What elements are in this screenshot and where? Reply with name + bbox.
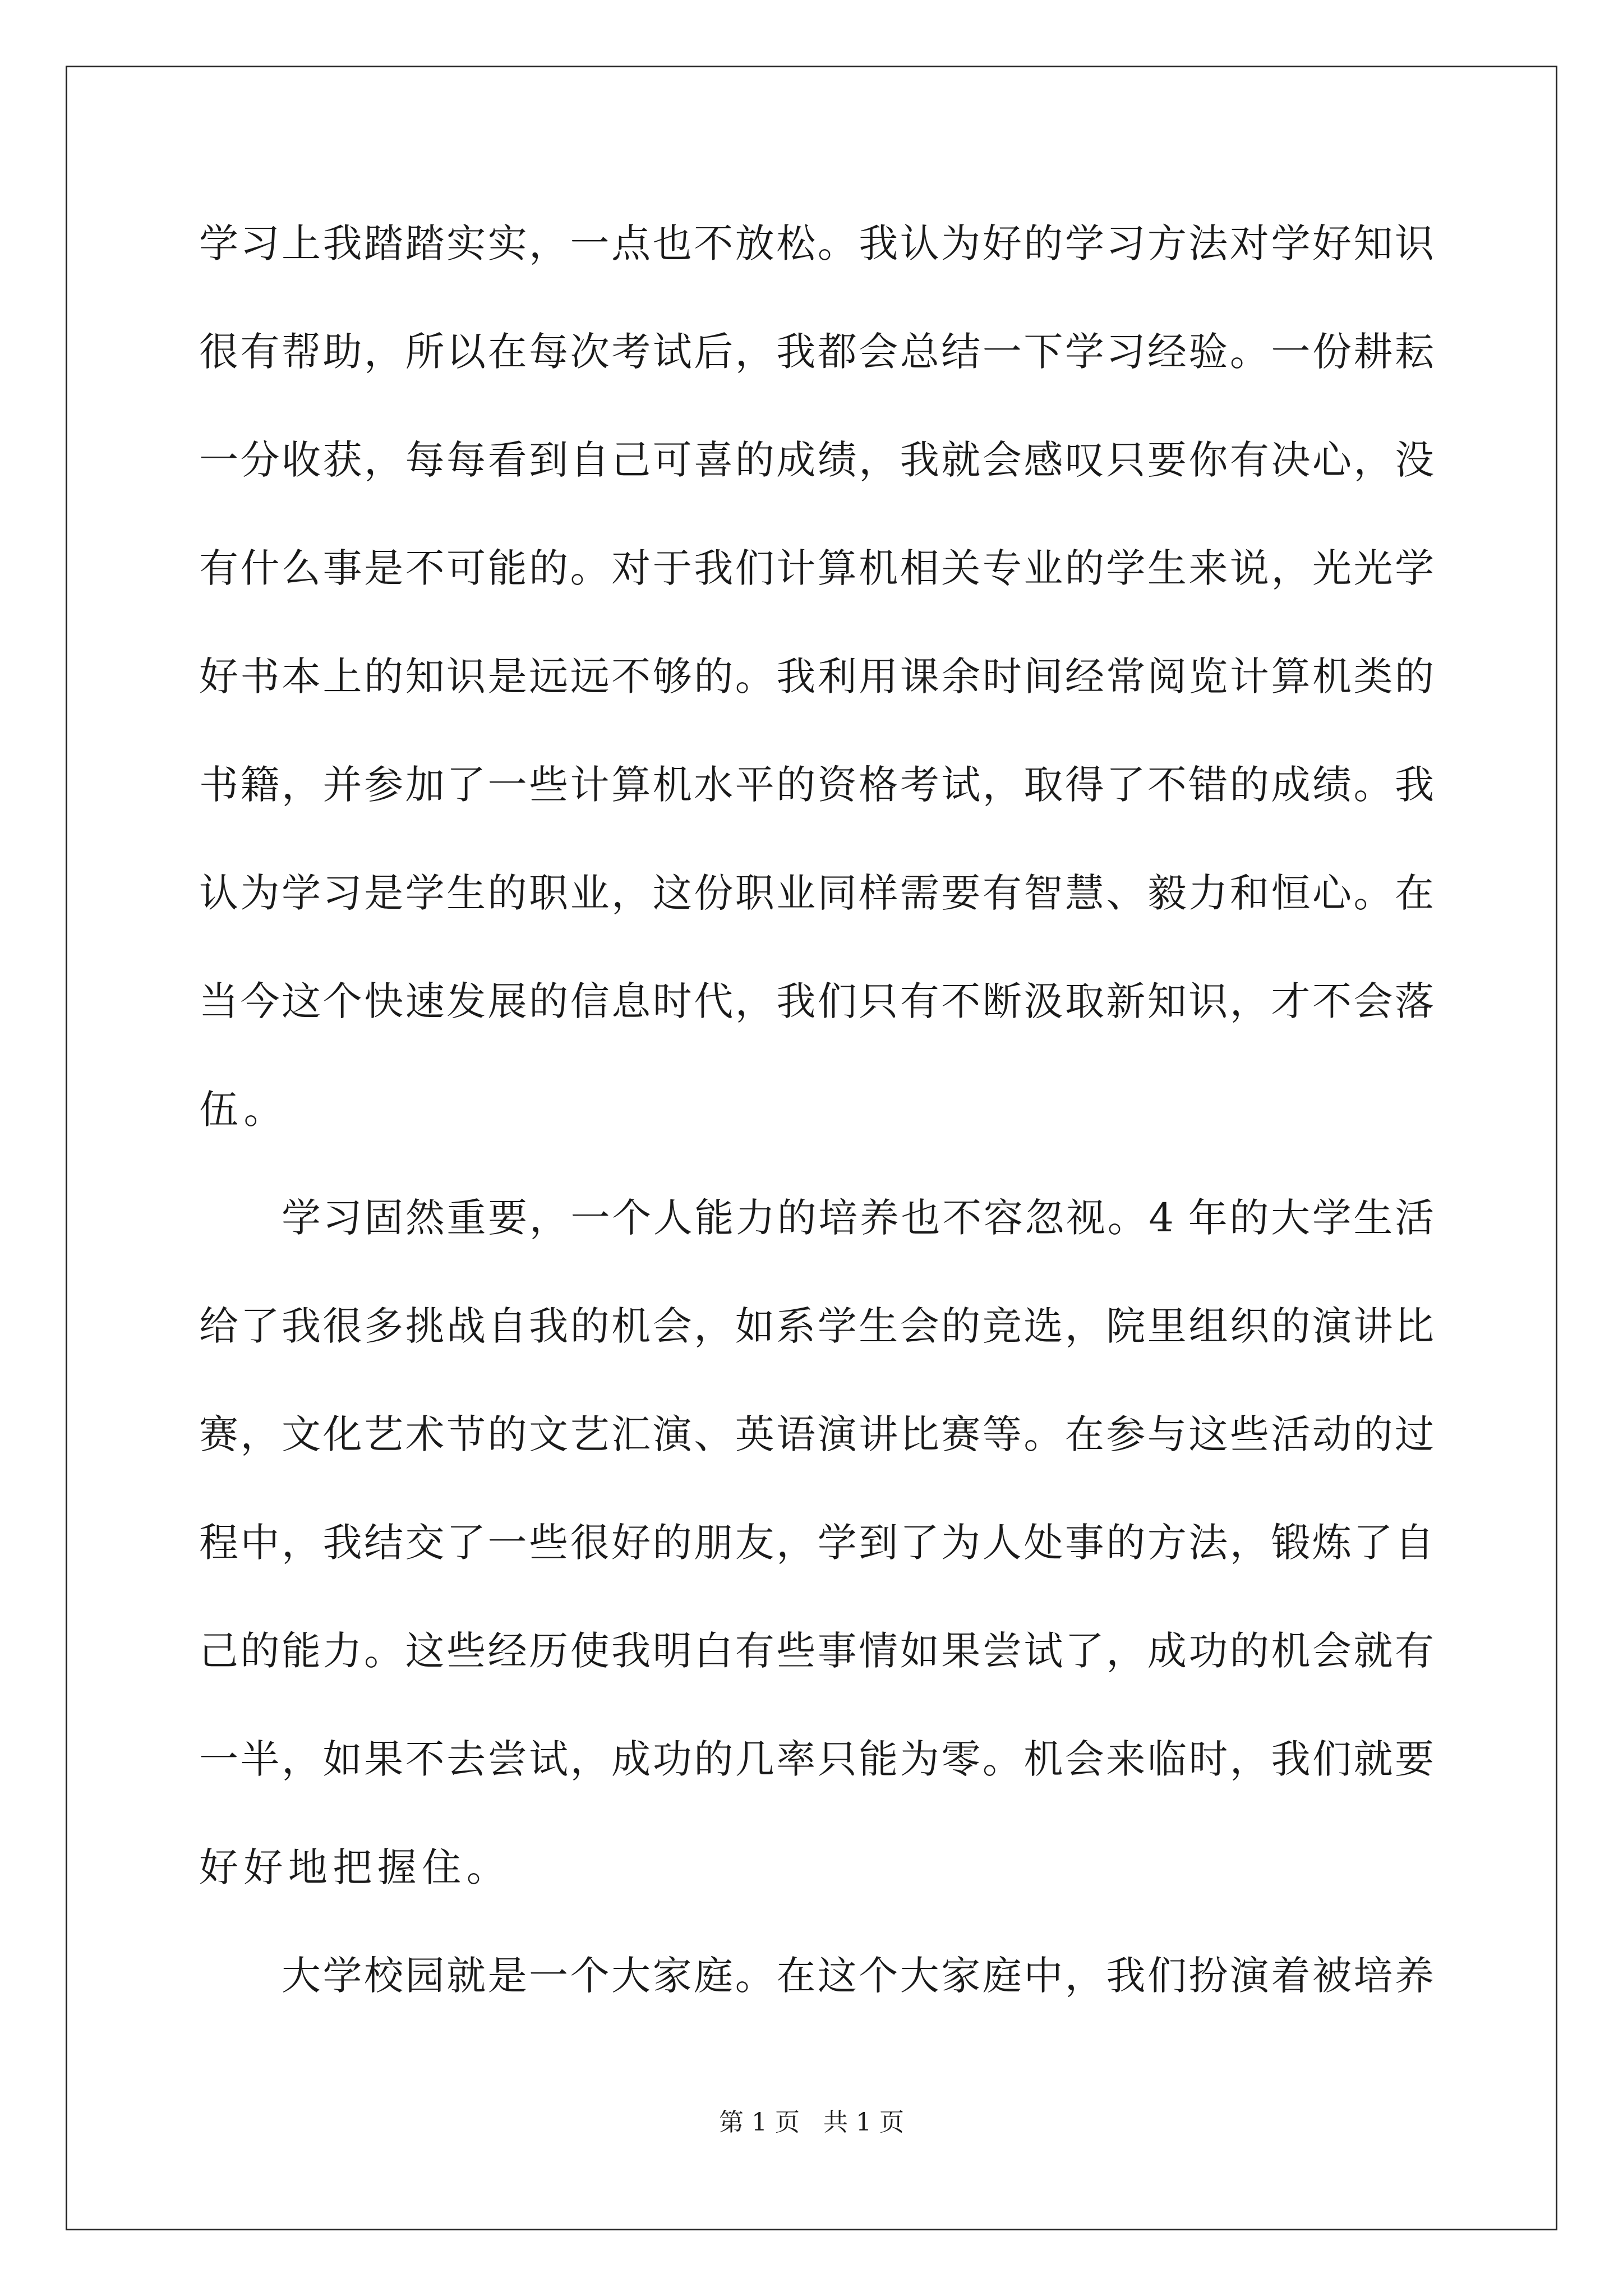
- text-line: 赛，文化艺术节的文艺汇演、英语演讲比赛等。在参与这些活动的过: [199, 1411, 1434, 1457]
- text-line: 认为学习是学生的职业，这份职业同样需要有智慧、毅力和恒心。在: [199, 870, 1434, 916]
- text-line: 一半，如果不去尝试，成功的几率只能为零。机会来临时，我们就要: [199, 1736, 1434, 1782]
- paragraph-first-line: 大学校园就是一个大家庭。在这个大家庭中，我们扮演着被培养: [282, 1953, 1434, 1999]
- text-line: 书籍，并参加了一些计算机水平的资格考试，取得了不错的成绩。我: [199, 762, 1434, 808]
- text-line: 有什么事是不可能的。对于我们计算机相关专业的学生来说，光光学: [199, 545, 1434, 591]
- text-line: 给了我很多挑战自我的机会，如系学生会的竞选，院里组织的演讲比: [199, 1303, 1434, 1349]
- text-line: 学习上我踏踏实实，一点也不放松。我认为好的学习方法对学好知识: [199, 220, 1434, 266]
- text-line: 很有帮助，所以在每次考试后，我都会总结一下学习经验。一份耕耘: [199, 329, 1434, 375]
- text-line: 好书本上的知识是远远不够的。我利用课余时间经常阅览计算机类的: [199, 654, 1434, 700]
- text-line: 当今这个快速发展的信息时代，我们只有不断汲取新知识，才不会落: [199, 978, 1434, 1024]
- text-line: 程中，我结交了一些很好的朋友，学到了为人处事的方法，锻炼了自: [199, 1520, 1434, 1566]
- document-body: [199, 190, 1434, 2030]
- page-footer: 第 1 页 共 1 页: [719, 2108, 904, 2137]
- text-line: 己的能力。这些经历使我明白有些事情如果尝试了，成功的机会就有: [199, 1628, 1434, 1674]
- text-line: 好好地把握住。: [199, 1844, 511, 1890]
- paragraph-first-line: 学习固然重要，一个人能力的培养也不容忽视。4 年的大学生活: [282, 1195, 1434, 1241]
- text-line: 一分收获，每每看到自己可喜的成绩，我就会感叹只要你有决心，没: [199, 437, 1434, 483]
- text-line: 伍。: [199, 1087, 288, 1133]
